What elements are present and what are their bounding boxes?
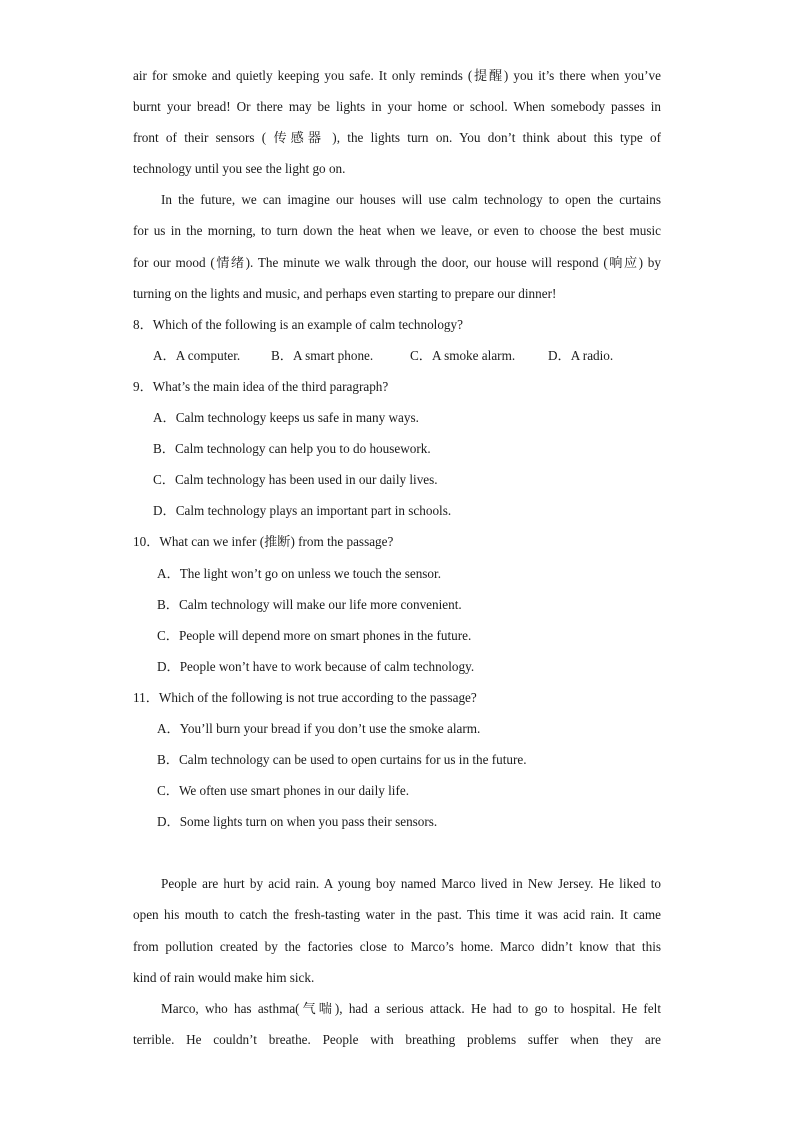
question-9	[133, 371, 661, 526]
option-a: A．Calm technology keeps us safe in many ways.	[153, 410, 419, 426]
passage-1-paragraph-continued	[133, 60, 661, 184]
text-line: Marco, who has asthma(气喘), had a serious attack. He had to go to hospital. He felt	[161, 1000, 661, 1016]
option-d: D．Some lights turn on when you pass their sensors.	[157, 814, 438, 830]
section-gap	[133, 837, 661, 868]
question-8	[133, 309, 661, 371]
question-stem: 11．Which of the following is not true according to the passage?	[133, 689, 477, 705]
passage-2-paragraph-2	[133, 993, 661, 1055]
option-a: A．A computer.	[153, 347, 241, 363]
passage-1-paragraph-future	[133, 184, 661, 308]
text-line: for our mood (情绪). The minute we walk through the door, our house will respond (响应) by	[133, 254, 661, 270]
option-c: C．A smoke alarm.	[410, 347, 516, 363]
text-line: for us in the morning, to turn down the heat when we leave, or even to choose the best music	[133, 223, 661, 239]
options-row	[133, 340, 661, 371]
option-d: D．Calm technology plays an important part in schools.	[153, 503, 452, 519]
question-stem: 9．What’s the main idea of the third paragraph?	[133, 378, 389, 394]
text-line: technology until you see the light go on.	[133, 161, 346, 177]
document-page	[133, 60, 661, 1055]
text-line: In the future, we can imagine our houses will use calm technology to open the curtains	[161, 192, 661, 208]
text-line: turning on the lights and music, and perhaps even starting to prepare our dinner!	[133, 285, 557, 301]
option-b: B．Calm technology can help you to do housework.	[153, 441, 431, 457]
question-stem: 8．Which of the following is an example of calm technology?	[133, 316, 463, 332]
option-c: C．Calm technology has been used in our daily lives.	[153, 472, 438, 488]
text-line: air for smoke and quietly keeping you safe. It only reminds (提醒) you it’s there when you’ve	[133, 68, 661, 83]
text-line: open his mouth to catch the fresh-tasting water in the past. This time it was acid rain. It came	[133, 907, 661, 923]
question-stem: 10．What can we infer (推断) from the passage?	[133, 534, 394, 550]
question-10	[133, 526, 661, 681]
option-c: C．We often use smart phones in our daily life.	[157, 783, 410, 799]
text-line: front of their sensors ( 传感器 ), the lights turn on. You don’t think about this type of	[133, 130, 661, 146]
option-a: A．You’ll burn your bread if you don’t use the smoke alarm.	[157, 720, 481, 736]
text-line: from pollution created by the factories close to Marco’s home. Marco didn’t know that this	[133, 938, 661, 954]
option-d: D．People won’t have to work because of calm technology.	[157, 658, 475, 674]
option-b: B．Calm technology can be used to open curtains for us in the future.	[157, 752, 527, 768]
text-line: People are hurt by acid rain. A young boy named Marco lived in New Jersey. He liked to	[161, 876, 661, 892]
option-b: B．Calm technology will make our life more convenient.	[157, 596, 462, 612]
text-line: kind of rain would make him sick.	[133, 969, 315, 985]
option-d: D．A radio.	[548, 347, 614, 363]
passage-2-paragraph-1	[133, 868, 661, 992]
text-line: burnt your bread! Or there may be lights in your home or school. When somebody passes in	[133, 99, 661, 115]
question-11	[133, 682, 661, 837]
option-a: A．The light won’t go on unless we touch the sensor.	[157, 565, 441, 581]
option-c: C．People will depend more on smart phones in the future.	[157, 627, 472, 643]
text-line: terrible. He couldn’t breathe. People with breathing problems suffer when they are	[133, 1031, 661, 1047]
option-b: B．A smart phone.	[271, 347, 374, 363]
